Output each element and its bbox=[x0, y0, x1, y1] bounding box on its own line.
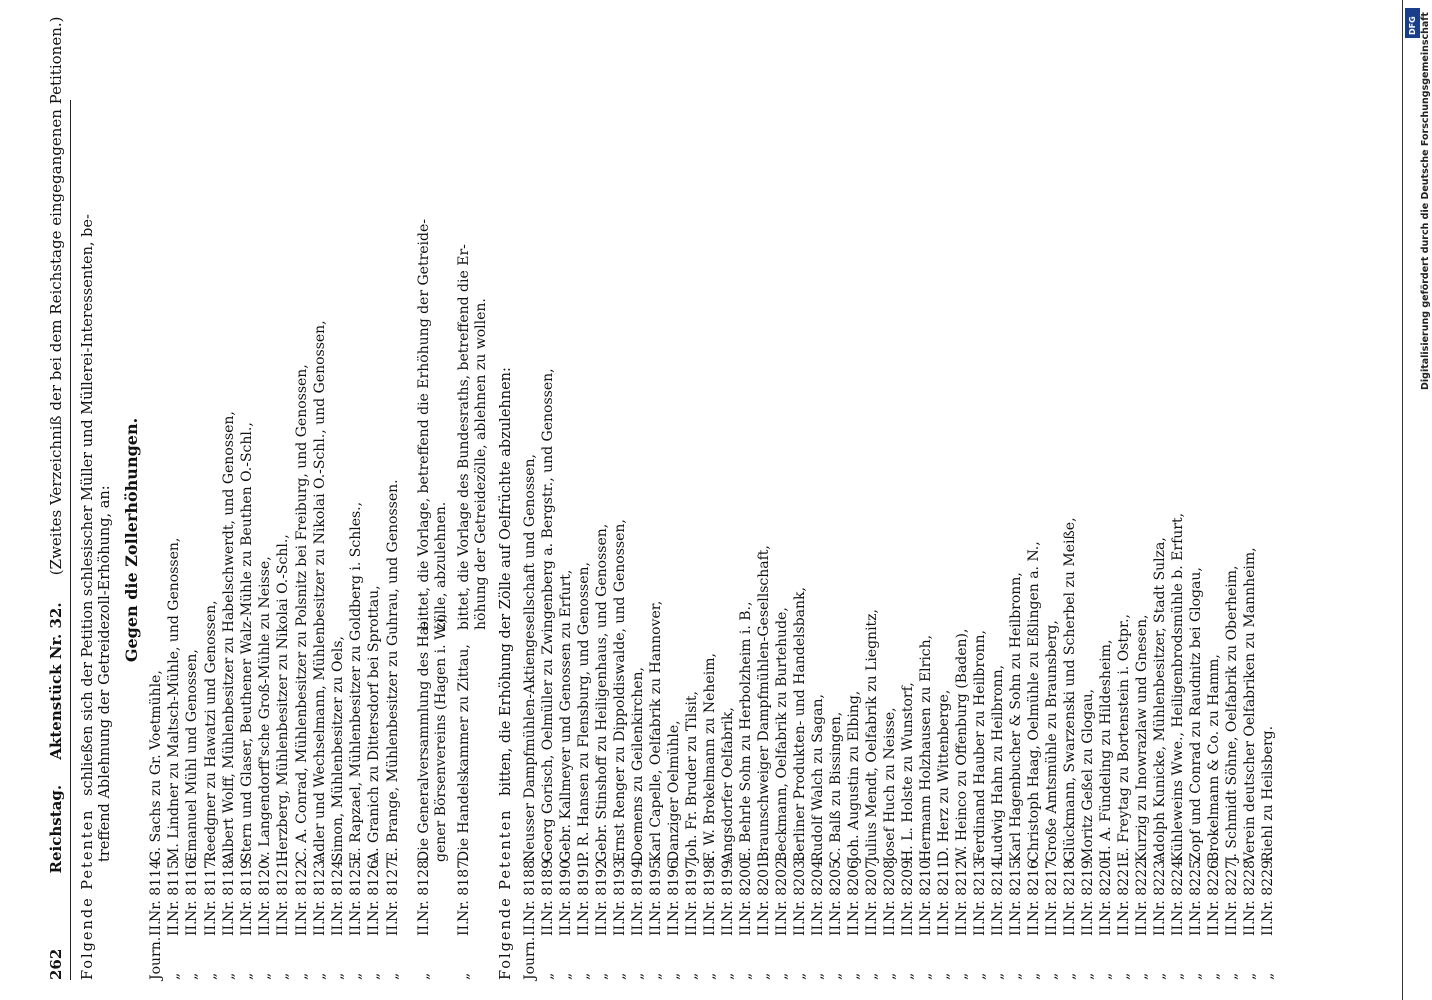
journal-mark: „ bbox=[738, 972, 754, 980]
petition-number: Nr. 8191. bbox=[576, 855, 592, 922]
petitioner-name: E. Rapzael, Mühlenbesitzer zu Goldberg i. Schles., bbox=[348, 501, 365, 862]
header-title-left: Reichstag. bbox=[47, 784, 65, 874]
petitioner-name: Simon, Mühlenbesitzer zu Oels, bbox=[330, 636, 346, 862]
petition-number: Nr. 8123. bbox=[311, 855, 328, 922]
register-mark: II. bbox=[148, 920, 164, 936]
journal-mark: „ bbox=[1188, 972, 1204, 980]
journal-mark: „ bbox=[239, 972, 255, 980]
page-header bbox=[48, 17, 65, 980]
intro2-text: bitten, die Erhöhung der Zölle auf Oelfrüchte abzulehnen: bbox=[498, 367, 514, 796]
credit-text: Digitalisierung gefördert durch die Deutsche Forschungsgemeinschaft bbox=[1420, 12, 1431, 390]
register-mark: II. bbox=[1098, 920, 1114, 936]
journal-mark: „ bbox=[330, 972, 346, 980]
petitioner-name: E. Behrle Sohn zu Herbolzheim i. B., bbox=[738, 601, 754, 862]
petition-request-cont: zölle, abzulehnen. bbox=[433, 501, 449, 630]
register-mark: II. bbox=[954, 920, 970, 936]
petitioner-name: W. Heinco zu Offenburg (Baden), bbox=[954, 628, 970, 862]
journal-mark: „ bbox=[936, 972, 952, 980]
petitioner-name: Rudolf Walch zu Sagan, bbox=[810, 694, 826, 862]
petition-number: Nr. 8194. bbox=[630, 855, 646, 922]
petition-number: Nr. 8188. bbox=[522, 855, 538, 922]
petition-number: Nr. 8209. bbox=[900, 855, 916, 922]
petition-number: Nr. 8216. bbox=[1026, 855, 1042, 922]
petitioner-name: M. Lindner zu Maltsch-Mühle, und Genossen, bbox=[166, 537, 183, 862]
register-mark: II. bbox=[720, 920, 736, 936]
journal-mark: „ bbox=[311, 972, 328, 980]
register-mark: II. bbox=[202, 920, 219, 936]
petition-number: Nr. 8217. bbox=[1044, 855, 1060, 922]
register-mark: II. bbox=[1134, 920, 1150, 936]
petition-number: Nr. 8215. bbox=[1008, 855, 1024, 922]
petition-number: Nr. 8121. bbox=[275, 855, 292, 922]
petitioner-name: Karl Hagenbucher & Sohn zu Heilbronn, bbox=[1008, 572, 1024, 862]
journal-mark: „ bbox=[1044, 972, 1060, 980]
petitioner-name: Die Generalversammlung des Ha- bbox=[416, 622, 432, 862]
register-mark: II. bbox=[257, 920, 274, 936]
petition-number: Nr. 8197. bbox=[684, 855, 700, 922]
petition-number: Nr. 8187. bbox=[456, 855, 472, 922]
petitioner-name: J. Schmidt Söhne, Oelfabrik zu Oberheim, bbox=[1224, 565, 1240, 862]
journal-mark: „ bbox=[990, 972, 1006, 980]
petitioner-name: Angsdorfer Oelfabrik, bbox=[720, 707, 736, 862]
header-title-mid: Aktenstück Nr. 32. bbox=[47, 602, 65, 760]
register-mark: II. bbox=[1116, 920, 1132, 936]
petitioner-name: A. Granich zu Dittersdorf bei Sprottau, bbox=[366, 585, 383, 862]
register-mark: II. bbox=[220, 920, 237, 936]
petition-number: Nr. 8214. bbox=[990, 855, 1006, 922]
register-mark: II. bbox=[612, 920, 628, 936]
register-mark: II. bbox=[702, 920, 718, 936]
petition-number: Nr. 8128. bbox=[416, 855, 432, 922]
register-mark: II. bbox=[864, 920, 880, 936]
petition-number: Nr. 8223. bbox=[1152, 855, 1168, 922]
register-mark: II. bbox=[348, 920, 365, 936]
journal-mark: „ bbox=[384, 972, 401, 980]
register-mark: II. bbox=[330, 920, 346, 936]
register-mark: II. bbox=[828, 920, 844, 936]
journal-mark: „ bbox=[1062, 972, 1078, 980]
register-mark: II. bbox=[990, 920, 1006, 936]
journal-mark: „ bbox=[456, 972, 472, 980]
petitioner-name: E. Brange, Mühlenbesitzer zu Guhrau, und Genossen. bbox=[384, 479, 401, 862]
register-mark: II. bbox=[648, 920, 664, 936]
petition-number: Nr. 8220. bbox=[1098, 855, 1114, 922]
petition-number: Nr. 8213. bbox=[972, 855, 988, 922]
header-rule bbox=[70, 100, 71, 980]
petition-number: Nr. 8228. bbox=[1242, 855, 1258, 922]
journal-mark: „ bbox=[882, 972, 898, 980]
intro-line-2: treffend Ablehnung der Getreidezoll-Erhöhung, an: bbox=[97, 485, 113, 862]
petition-number: Nr. 8212. bbox=[954, 855, 970, 922]
journal-mark: „ bbox=[540, 972, 556, 980]
register-mark: II. bbox=[594, 920, 610, 936]
journal-mark: „ bbox=[774, 972, 790, 980]
petitioner-name: Kurzig zu Inowrazlaw und Gnesen, bbox=[1134, 614, 1150, 862]
petitioner-name: D. Herz zu Wittenberge, bbox=[936, 689, 952, 862]
journal-mark: „ bbox=[1260, 972, 1276, 980]
petition-number: Nr. 8200. bbox=[738, 855, 754, 922]
petitioner-name: Karl Capelle, Oelfabrik zu Hannover, bbox=[648, 600, 664, 862]
petition-number: Nr. 8221. bbox=[1116, 855, 1132, 922]
register-mark: II. bbox=[522, 920, 538, 936]
journal-mark: „ bbox=[792, 972, 808, 980]
petitioner-name: Zopf und Conrad zu Raudnitz bei Glogau, bbox=[1188, 567, 1204, 862]
petitioner-name: Julius Mendt, Oelfabrik zu Liegnitz, bbox=[864, 608, 880, 862]
petitioner-name: Joh. Augustin zu Elbing, bbox=[846, 690, 862, 862]
petition-request-cont: höhung der Getreidezölle, ablehnen zu wollen. bbox=[473, 298, 489, 630]
journal-mark: „ bbox=[576, 972, 592, 980]
register-mark: II. bbox=[918, 920, 934, 936]
petitioner-name: v. Langendorff'sche Groß-Mühle zu Neisse, bbox=[257, 556, 274, 862]
petition-number: Nr. 8127. bbox=[384, 855, 401, 922]
journal-mark: „ bbox=[594, 972, 610, 980]
petitioner-name: Christoph Haag, Oelmühle zu Eßlingen a. N., bbox=[1026, 541, 1042, 862]
petition-number: Nr. 8222. bbox=[1134, 855, 1150, 922]
journal-mark: „ bbox=[1026, 972, 1042, 980]
journal-mark: „ bbox=[648, 972, 664, 980]
petitioner-name: Albert Wolff, Mühlenbesitzer zu Habelschwerdt, und Genossen, bbox=[220, 411, 237, 862]
section-title: Gegen die Zollerhöhungen. bbox=[122, 417, 141, 663]
petition-number: Nr. 8118. bbox=[220, 855, 237, 922]
petition-number: Nr. 8205. bbox=[828, 855, 844, 922]
register-mark: II. bbox=[810, 920, 826, 936]
journal-mark: „ bbox=[366, 972, 383, 980]
page-number: 262 bbox=[47, 948, 65, 980]
header-title-right: (Zweites Verzeichniß der bei dem Reichstage eingegangenen Petitionen.) bbox=[47, 16, 65, 576]
petitioner-name: Herzberg, Mühlenbesitzer zu Nikolai O.-Schl., bbox=[275, 534, 292, 862]
register-mark: II. bbox=[900, 920, 916, 936]
journal-mark: „ bbox=[972, 972, 988, 980]
journal-mark: „ bbox=[918, 972, 934, 980]
register-mark: II. bbox=[166, 920, 183, 936]
intro-line-1 bbox=[80, 214, 97, 980]
petition-number: Nr. 8203. bbox=[792, 855, 808, 922]
petition-number: Nr. 8126. bbox=[366, 855, 383, 922]
petitioner-name: C. A. Conrad, Mühlenbesitzer zu Polsnitz bei Freiburg, und Genossen, bbox=[293, 364, 310, 862]
journal-mark: „ bbox=[666, 972, 682, 980]
register-mark: II. bbox=[1224, 920, 1240, 936]
register-mark: II. bbox=[184, 920, 201, 936]
petitioner-name: Doemens zu Geilenkirchen, bbox=[630, 667, 646, 862]
petition-number: Nr. 8227. bbox=[1224, 855, 1240, 922]
register-mark: II. bbox=[1062, 920, 1078, 936]
petition-number: Nr. 8225. bbox=[1188, 855, 1204, 922]
register-mark: II. bbox=[1008, 920, 1024, 936]
register-mark: II. bbox=[1260, 920, 1276, 936]
register-mark: II. bbox=[366, 920, 383, 936]
dfg-logo-text: DFG bbox=[1408, 16, 1417, 35]
register-mark: II. bbox=[1206, 920, 1222, 936]
dfg-logo bbox=[1405, 8, 1420, 38]
petition-number: Nr. 8122. bbox=[293, 855, 310, 922]
petitioner-name: H. A. Fündeling zu Hildesheim, bbox=[1098, 639, 1114, 862]
journal-mark: „ bbox=[720, 972, 736, 980]
journal-mark: „ bbox=[846, 972, 862, 980]
journal-mark: „ bbox=[416, 972, 432, 980]
petitioner-name: Große Amtsmühle zu Braunsberg, bbox=[1044, 620, 1060, 862]
petitioner-name: Josef Huch zu Neisse, bbox=[882, 707, 898, 862]
journal-mark: „ bbox=[1008, 972, 1024, 980]
journal-mark: „ bbox=[1170, 972, 1186, 980]
register-mark: II. bbox=[1026, 920, 1042, 936]
register-mark: II. bbox=[1242, 920, 1258, 936]
petitioner-name: Adler und Wechselmann, Mühlenbesitzer zu Nikolai O.-Schl., und Genossen, bbox=[311, 320, 328, 862]
journal-mark: „ bbox=[184, 972, 201, 980]
petition-number: Nr. 8192. bbox=[594, 855, 610, 922]
journal-mark: „ bbox=[1134, 972, 1150, 980]
petition-number: Nr. 8202. bbox=[774, 855, 790, 922]
petitioner-name: Neusser Dampfmühlen-Aktiengesellschaft und Genossen, bbox=[522, 454, 538, 862]
journal-mark: „ bbox=[275, 972, 292, 980]
register-mark: II. bbox=[972, 920, 988, 936]
petitioner-name: Gebr. Stinshoff zu Heiligenhaus, und Genossen, bbox=[594, 523, 610, 862]
petition-number: Nr. 8196. bbox=[666, 855, 682, 922]
petitioner-name: C. Balß zu Bissingen, bbox=[828, 711, 844, 862]
journal-mark: „ bbox=[702, 972, 718, 980]
petition-number: Nr. 8226. bbox=[1206, 855, 1222, 922]
petitioner-name: H. L. Holste zu Wunstorf, bbox=[900, 682, 916, 862]
petitioner-name: Brokelmann & Co. zu Hamm, bbox=[1206, 654, 1222, 862]
petition-number: Nr. 8211. bbox=[936, 855, 952, 922]
register-mark: II. bbox=[882, 920, 898, 936]
register-mark: II. bbox=[630, 920, 646, 936]
register-mark: II. bbox=[774, 920, 790, 936]
petition-number: Nr. 8204. bbox=[810, 855, 826, 922]
petitioner-name: Hermann Holzhausen zu Elrich, bbox=[918, 634, 934, 862]
register-mark: II. bbox=[239, 920, 255, 936]
petitioner-name: P. R. Hansen zu Flensburg, und Genossen, bbox=[576, 562, 592, 862]
journal-mark: „ bbox=[1152, 972, 1168, 980]
petition-number: Nr. 8207. bbox=[864, 855, 880, 922]
register-mark: II. bbox=[1188, 920, 1204, 936]
intro2-line bbox=[498, 367, 515, 980]
petitioner-name: Danziger Oelmühle, bbox=[666, 720, 682, 862]
journal-mark: „ bbox=[1206, 972, 1222, 980]
petitioner-name: Verein deutscher Oelfabriken zu Mannheim, bbox=[1242, 547, 1258, 862]
intro2-prefix: Folgende Petenten bbox=[498, 808, 514, 980]
journal-mark: „ bbox=[220, 972, 237, 980]
register-mark: II. bbox=[1170, 920, 1186, 936]
journal-mark: „ bbox=[1116, 972, 1132, 980]
petitioner-name: Emanuel Mühl und Genossen, bbox=[184, 649, 201, 862]
petitioner-name: Glückmann, Swarzenski und Scherbel zu Meiße, bbox=[1062, 517, 1078, 862]
register-mark: II. bbox=[558, 920, 574, 936]
register-mark: II. bbox=[1080, 920, 1096, 936]
petition-number: Nr. 8198. bbox=[702, 855, 718, 922]
journal-mark: „ bbox=[166, 972, 183, 980]
petition-number: Nr. 8125. bbox=[348, 855, 365, 922]
petitioner-name: Stern und Glaser, Beuthener Walz-Mühle zu Beuthen O.-Schl., bbox=[239, 422, 255, 862]
petition-number: Nr. 8114. bbox=[148, 855, 164, 922]
petition-number: Nr. 8124. bbox=[330, 855, 346, 922]
petition-number: Nr. 8115. bbox=[166, 855, 183, 922]
petitioner-name: F. W. Brokelmann zu Neheim, bbox=[702, 653, 718, 862]
rotated-text-block bbox=[47, 16, 1388, 980]
journal-mark: „ bbox=[828, 972, 844, 980]
journal-mark: „ bbox=[1242, 972, 1258, 980]
journal-mark: „ bbox=[954, 972, 970, 980]
petitioner-name: Kühleweins Wwe., Heiligenbrodsmühle b. Erfurt, bbox=[1170, 512, 1186, 862]
journal-mark: Journ. bbox=[522, 936, 538, 980]
register-mark: II. bbox=[311, 920, 328, 936]
petitioner-name: Georg Gorisch, Oelmüller zu Zwingenberg a. Bergstr., und Genossen, bbox=[540, 368, 556, 862]
register-mark: II. bbox=[1044, 920, 1060, 936]
journal-mark: „ bbox=[1098, 972, 1114, 980]
petition-number: Nr. 8119. bbox=[239, 855, 255, 922]
register-mark: II. bbox=[756, 920, 772, 936]
journal-mark: „ bbox=[257, 972, 274, 980]
petitioner-name: Braunschweiger Dampfmühlen-Gesellschaft, bbox=[756, 545, 772, 862]
petition-number: Nr. 8195. bbox=[648, 855, 664, 922]
journal-mark: „ bbox=[558, 972, 574, 980]
petition-number: Nr. 8193. bbox=[612, 855, 628, 922]
journal-mark: „ bbox=[810, 972, 826, 980]
petition-number: Nr. 8206. bbox=[846, 855, 862, 922]
register-mark: II. bbox=[792, 920, 808, 936]
register-mark: II. bbox=[416, 920, 432, 936]
register-mark: II. bbox=[275, 920, 292, 936]
petitioner-name: Riehl zu Heilsberg. bbox=[1260, 725, 1276, 862]
journal-mark: „ bbox=[684, 972, 700, 980]
journal-mark: „ bbox=[293, 972, 310, 980]
register-mark: II. bbox=[666, 920, 682, 936]
register-mark: II. bbox=[738, 920, 754, 936]
register-mark: II. bbox=[1152, 920, 1168, 936]
petition-number: Nr. 8120. bbox=[257, 855, 274, 922]
petitioner-name: Ferdinand Hauber zu Heilbronn, bbox=[972, 630, 988, 862]
petition-number: Nr. 8224. bbox=[1170, 855, 1186, 922]
petitioner-name: Joh. Fr. Bruder zu Tilsit, bbox=[684, 691, 700, 862]
petition-number: Nr. 8210. bbox=[918, 855, 934, 922]
journal-mark: „ bbox=[1080, 972, 1096, 980]
petitioner-name: G. Sachs zu Gr. Voetmühle, bbox=[148, 670, 164, 862]
journal-mark: „ bbox=[1224, 972, 1240, 980]
register-mark: II. bbox=[936, 920, 952, 936]
petition-request: bittet, die Vorlage des Bundesraths, betreffend die Er- bbox=[456, 244, 472, 630]
register-mark: II. bbox=[293, 920, 310, 936]
journal-mark: „ bbox=[202, 972, 219, 980]
petitioner-name: Adolph Kunicke, Mühlenbesitzer, Stadt Sulza, bbox=[1152, 537, 1168, 862]
intro-prefix: Folgende Petenten bbox=[80, 808, 96, 980]
petitioner-name-cont: gener Börsenvereins (Hagen i. W.), bbox=[433, 613, 449, 862]
petitioner-name: Berliner Produkten- und Handelsbank, bbox=[792, 587, 808, 862]
intro-text-1: schließen sich der Petition schlesischer Müller und Müllerei-Interessenten, be- bbox=[80, 214, 96, 796]
register-mark: II. bbox=[684, 920, 700, 936]
petition-number: Nr. 8117. bbox=[202, 855, 219, 922]
journal-mark: „ bbox=[900, 972, 916, 980]
petitioner-name: Ludwig Hahn zu Heilbronn, bbox=[990, 664, 1006, 862]
register-mark: II. bbox=[576, 920, 592, 936]
journal-mark: „ bbox=[864, 972, 880, 980]
petition-number: Nr. 8229. bbox=[1260, 855, 1276, 922]
journal-mark: „ bbox=[756, 972, 772, 980]
petitioner-name: E. Freytag zu Bortenstein i. Ostpr., bbox=[1116, 613, 1132, 862]
register-mark: II. bbox=[384, 920, 401, 936]
petition-number: Nr. 8219. bbox=[1080, 855, 1096, 922]
petition-number: Nr. 8201. bbox=[756, 855, 772, 922]
petition-number: Nr. 8189. bbox=[540, 855, 556, 922]
journal-mark: „ bbox=[348, 972, 365, 980]
journal-mark: Journ. bbox=[148, 936, 164, 980]
journal-mark: „ bbox=[612, 972, 628, 980]
journal-mark: „ bbox=[630, 972, 646, 980]
sidebar-credit bbox=[1392, 0, 1432, 1000]
register-mark: II. bbox=[846, 920, 862, 936]
petition-request: bittet, die Vorlage, betreffend die Erhöhung der Getreide- bbox=[416, 218, 432, 630]
petition-number: Nr. 8208. bbox=[882, 855, 898, 922]
petition-number: Nr. 8199. bbox=[720, 855, 736, 922]
petitioner-name: Moritz Geßel zu Glogau, bbox=[1080, 688, 1096, 862]
register-mark: II. bbox=[456, 920, 472, 936]
petitioner-name: Beckmann, Oelfabrik zu Burtehude, bbox=[774, 607, 790, 862]
petitioner-name: Reedgner zu Hawatzi und Genossen, bbox=[202, 600, 219, 862]
petitioner-name: Ernst Renger zu Dippoldiswalde, und Genossen, bbox=[612, 519, 628, 862]
petition-number: Nr. 8116. bbox=[184, 855, 201, 922]
register-mark: II. bbox=[540, 920, 556, 936]
petition-number: Nr. 8218. bbox=[1062, 855, 1078, 922]
petition-number: Nr. 8190. bbox=[558, 855, 574, 922]
petitioner-name: Die Handelskammer zu Zittau, bbox=[456, 644, 472, 862]
petitioner-name: Gebr. Kallmeyer und Genossen zu Erfurt, bbox=[558, 569, 574, 862]
